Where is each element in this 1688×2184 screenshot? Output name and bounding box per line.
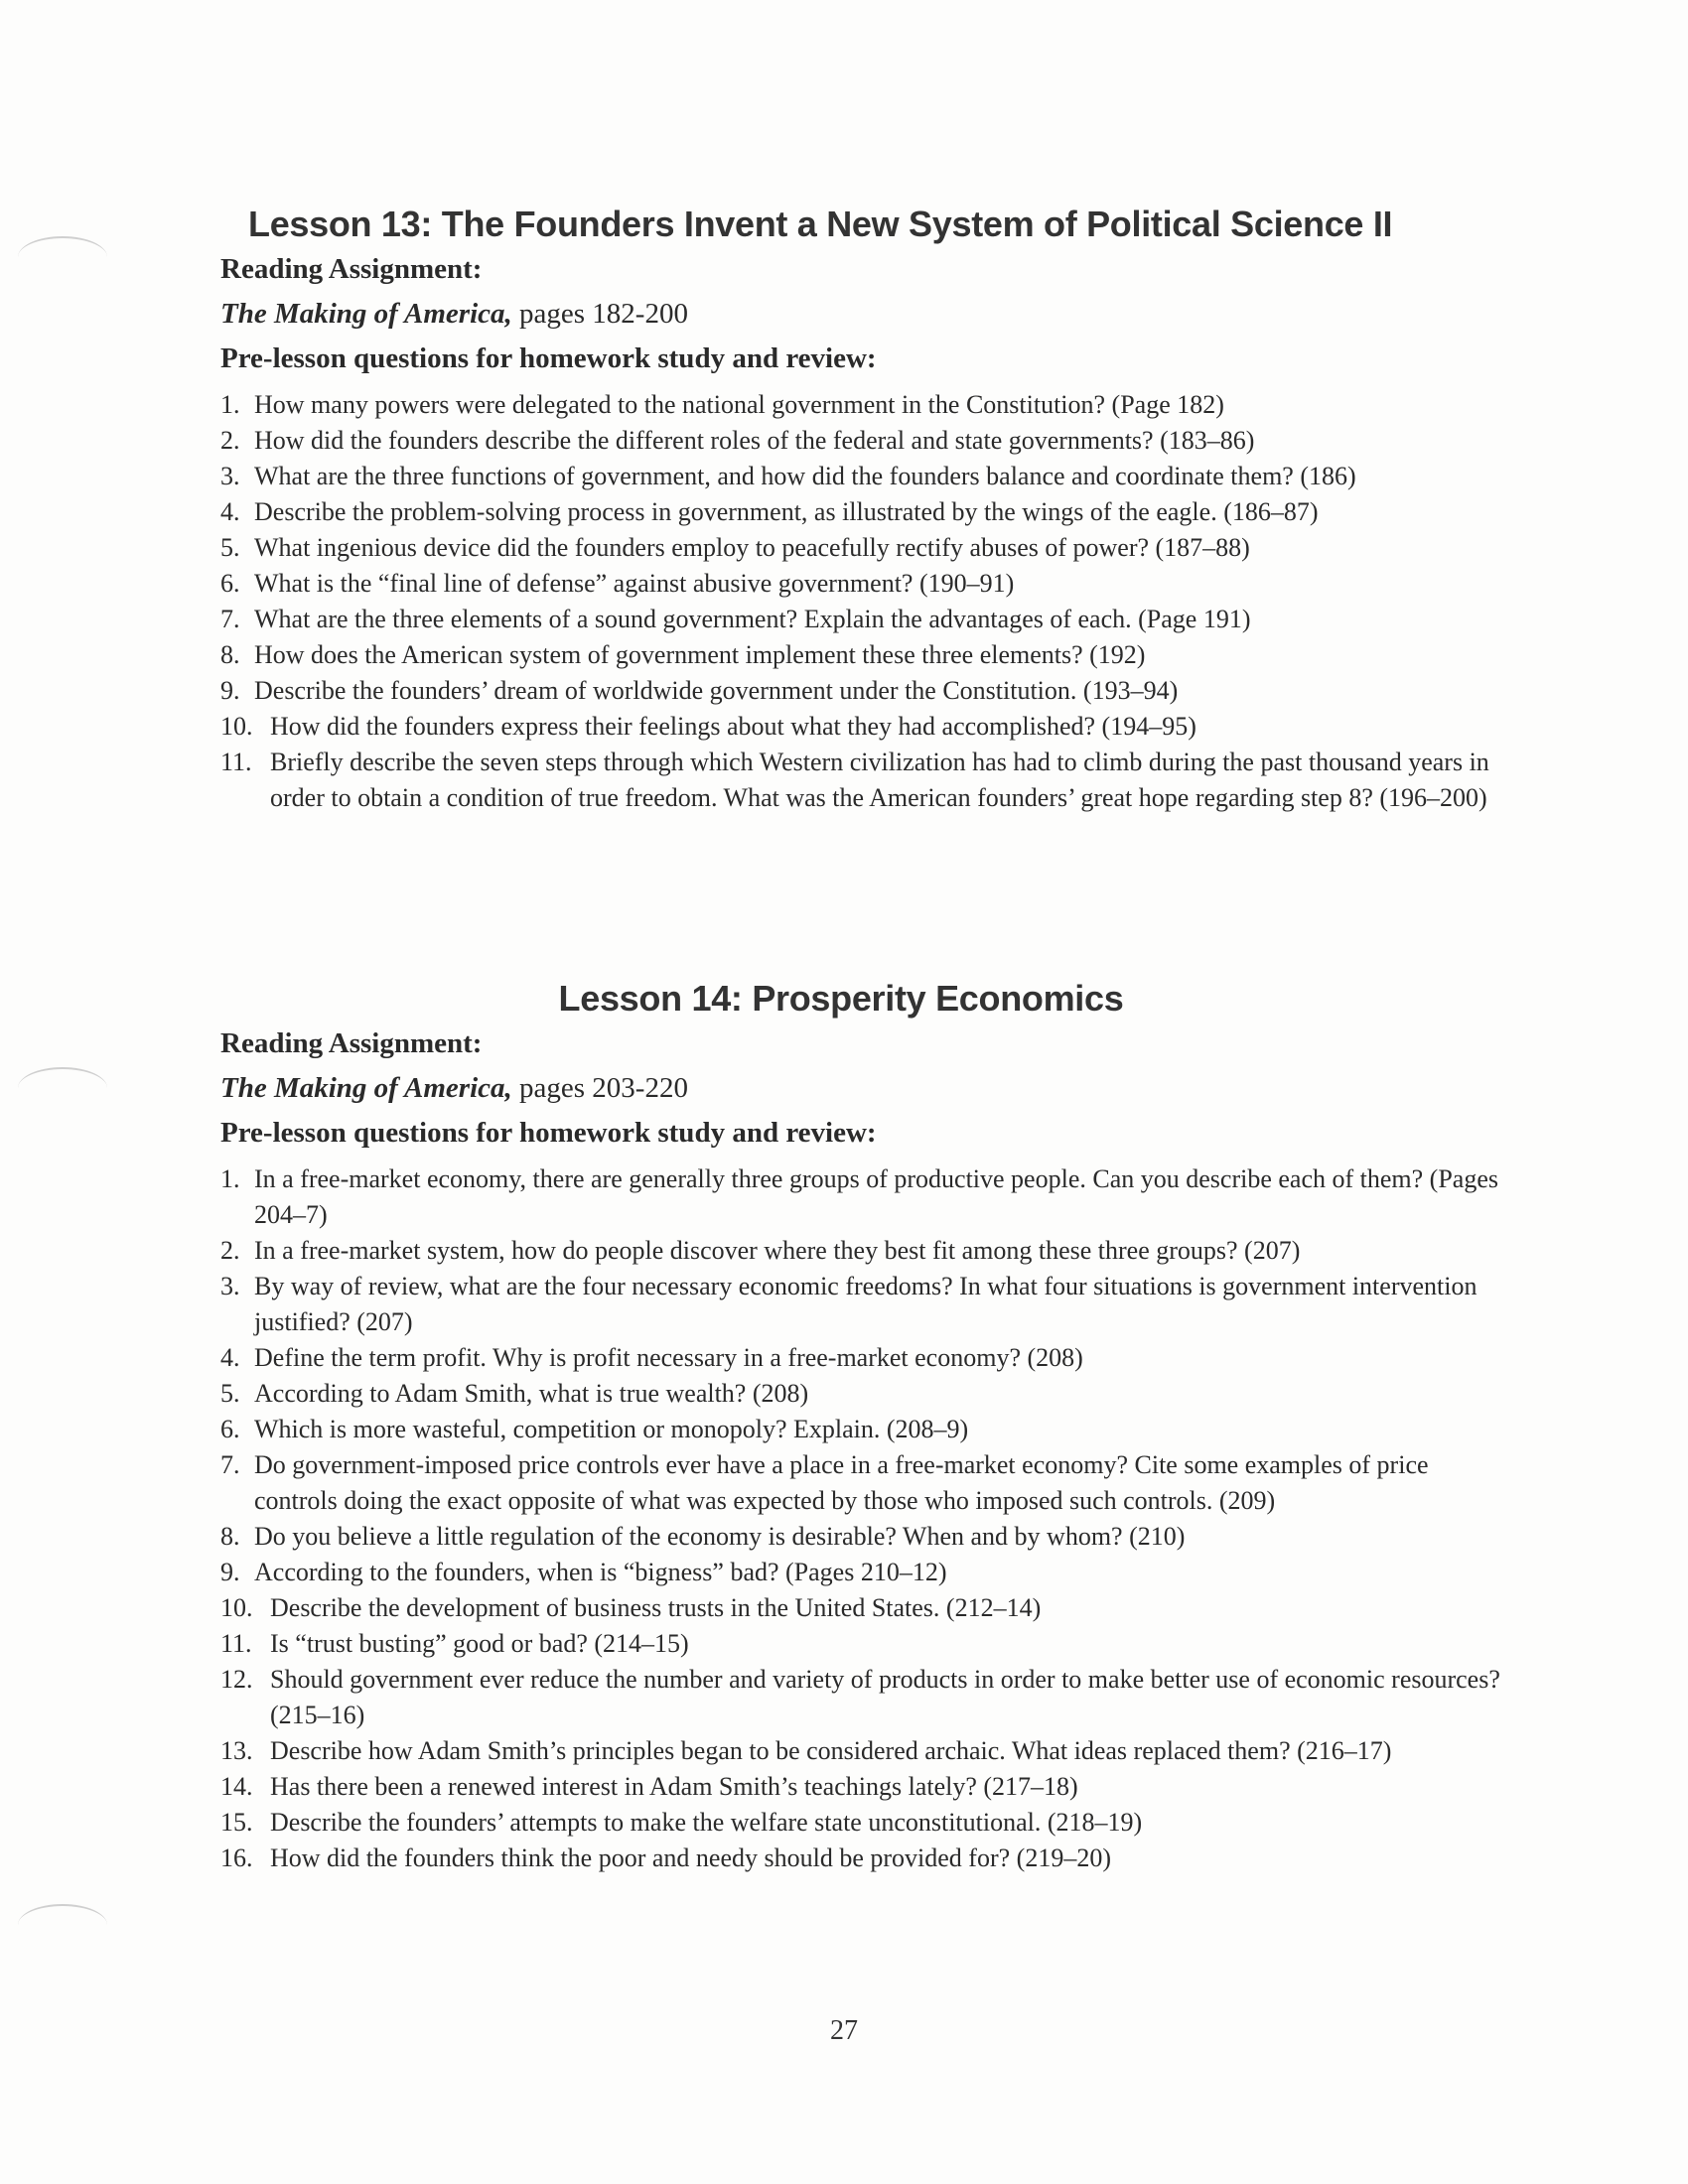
question-number: 7. [220,605,240,633]
page-range: pages 203-220 [511,1072,688,1104]
question-text: How did the founders express their feelings about what they had accomplished? (194–95) [270,712,1196,741]
binder-hole-mark [18,236,107,278]
question-text: Briefly describe the seven steps through which Western civilization has had to climb during the past thousand years in order to obtain a condition of true freedom. What was the American founders’ great hope regarding step 8? (196–200) [270,748,1489,812]
reading-assignment [220,298,1501,331]
question-item [220,1519,1501,1555]
book-title: The Making of America, [220,1072,512,1104]
question-item [220,1555,1501,1590]
question-text: Should government ever reduce the number and variety of products in order to make better use of economic resources? (215–16) [270,1665,1500,1729]
question-item [220,423,1501,459]
book-title: The Making of America, [220,298,512,330]
question-number: 3. [220,462,240,490]
question-text: What ingenious device did the founders employ to peacefully rectify abuses of power? (187–88) [254,533,1250,562]
reading-assignment-heading: Reading Assignment: [220,253,483,285]
lesson-13-section [220,204,1501,816]
questions-heading: Pre-lesson questions for homework study and review: [220,342,877,374]
question-number: 9. [220,676,240,705]
question-text: Is “trust busting” good or bad? (214–15) [270,1629,689,1658]
question-text: What are the three functions of government, and how did the founders balance and coordinate them? (186) [254,462,1356,490]
question-item [220,530,1501,566]
binder-hole-mark [18,1067,107,1109]
question-text: Describe the founders’ dream of worldwide government under the Constitution. (193–94) [254,676,1179,705]
question-text: How many powers were delegated to the national government in the Constitution? (Page 182) [254,390,1224,419]
question-item [220,1340,1501,1376]
question-item [220,1805,1501,1841]
question-item [220,1769,1501,1805]
question-text: Which is more wasteful, competition or monopoly? Explain. (208–9) [254,1415,969,1443]
question-item [220,387,1501,423]
question-item [220,1376,1501,1412]
question-number: 15. [220,1808,253,1837]
question-text: Describe the problem-solving process in government, as illustrated by the wings of the eagle. (186–87) [254,497,1319,526]
question-number: 5. [220,533,240,562]
question-list [220,387,1501,816]
questions-heading: Pre-lesson questions for homework study and review: [220,1117,877,1149]
question-item [220,1733,1501,1769]
question-number: 8. [220,1522,240,1551]
lesson-title: Lesson 13: The Founders Invent a New System of Political Science II [248,204,1393,244]
question-item [220,637,1501,673]
question-number: 1. [220,390,240,419]
question-text: What are the three elements of a sound government? Explain the advantages of each. (Page 191) [254,605,1251,633]
question-text: Describe how Adam Smith’s principles began to be considered archaic. What ideas replaced them? (216–17) [270,1736,1392,1765]
question-number: 4. [220,497,240,526]
question-number: 1. [220,1164,240,1193]
question-item [220,1662,1501,1733]
question-item [220,709,1501,745]
lesson-title: Lesson 14: Prosperity Economics [558,978,1124,1019]
question-item [220,1269,1501,1340]
question-number: 6. [220,1415,240,1443]
question-text: What is the “final line of defense” against abusive government? (190–91) [254,569,1015,598]
question-text: Has there been a renewed interest in Adam Smith’s teachings lately? (217–18) [270,1772,1078,1801]
question-text: How does the American system of government implement these three elements? (192) [254,640,1146,669]
question-item [220,1590,1501,1626]
question-text: In a free-market economy, there are generally three groups of productive people. Can you describe each of them? (Pages 204–7) [254,1164,1498,1229]
question-item [220,1233,1501,1269]
question-number: 7. [220,1450,240,1479]
question-item [220,1412,1501,1447]
question-number: 16. [220,1843,253,1872]
question-number: 3. [220,1272,240,1300]
page-number: 27 [830,2015,858,2046]
question-item [220,1841,1501,1876]
question-number: 9. [220,1558,240,1586]
question-number: 2. [220,426,240,455]
question-item [220,1626,1501,1662]
question-item [220,745,1501,816]
question-number: 8. [220,640,240,669]
question-text: How did the founders describe the different roles of the federal and state governments? (183–86) [254,426,1255,455]
question-number: 5. [220,1379,240,1408]
reading-assignment-heading: Reading Assignment: [220,1027,483,1059]
lesson-14-section [220,978,1501,1876]
question-item [220,566,1501,602]
question-text: According to Adam Smith, what is true wealth? (208) [254,1379,809,1408]
question-number: 14. [220,1772,253,1801]
reading-assignment [220,1072,1501,1105]
question-text: By way of review, what are the four necessary economic freedoms? In what four situations is government intervention justified? (207) [254,1272,1477,1336]
question-text: In a free-market system, how do people discover where they best fit among these three groups? (207) [254,1236,1301,1265]
question-number: 10. [220,712,253,741]
question-item [220,494,1501,530]
question-text: Describe the development of business trusts in the United States. (212–14) [270,1593,1042,1622]
question-text: Do government-imposed price controls ever have a place in a free-market economy? Cite some examples of price controls doing the exact opposite of what was expected by those who imposed such controls. (209) [254,1450,1429,1515]
question-number: 4. [220,1343,240,1372]
binder-hole-mark [18,1904,107,1946]
question-text: How did the founders think the poor and needy should be provided for? (219–20) [270,1843,1111,1872]
question-number: 11. [220,1629,252,1658]
question-text: Define the term profit. Why is profit necessary in a free-market economy? (208) [254,1343,1083,1372]
question-number: 6. [220,569,240,598]
question-number: 11. [220,748,252,776]
question-number: 12. [220,1665,253,1694]
question-item [220,673,1501,709]
question-number: 10. [220,1593,253,1622]
question-text: According to the founders, when is “bigness” bad? (Pages 210–12) [254,1558,947,1586]
question-item [220,602,1501,637]
question-item [220,1447,1501,1519]
page-range: pages 182-200 [511,298,688,330]
question-item [220,1161,1501,1233]
question-number: 13. [220,1736,253,1765]
question-text: Describe the founders’ attempts to make the welfare state unconstitutional. (218–19) [270,1808,1143,1837]
question-list [220,1161,1501,1876]
question-item [220,459,1501,494]
question-text: Do you believe a little regulation of the economy is desirable? When and by whom? (210) [254,1522,1186,1551]
question-number: 2. [220,1236,240,1265]
